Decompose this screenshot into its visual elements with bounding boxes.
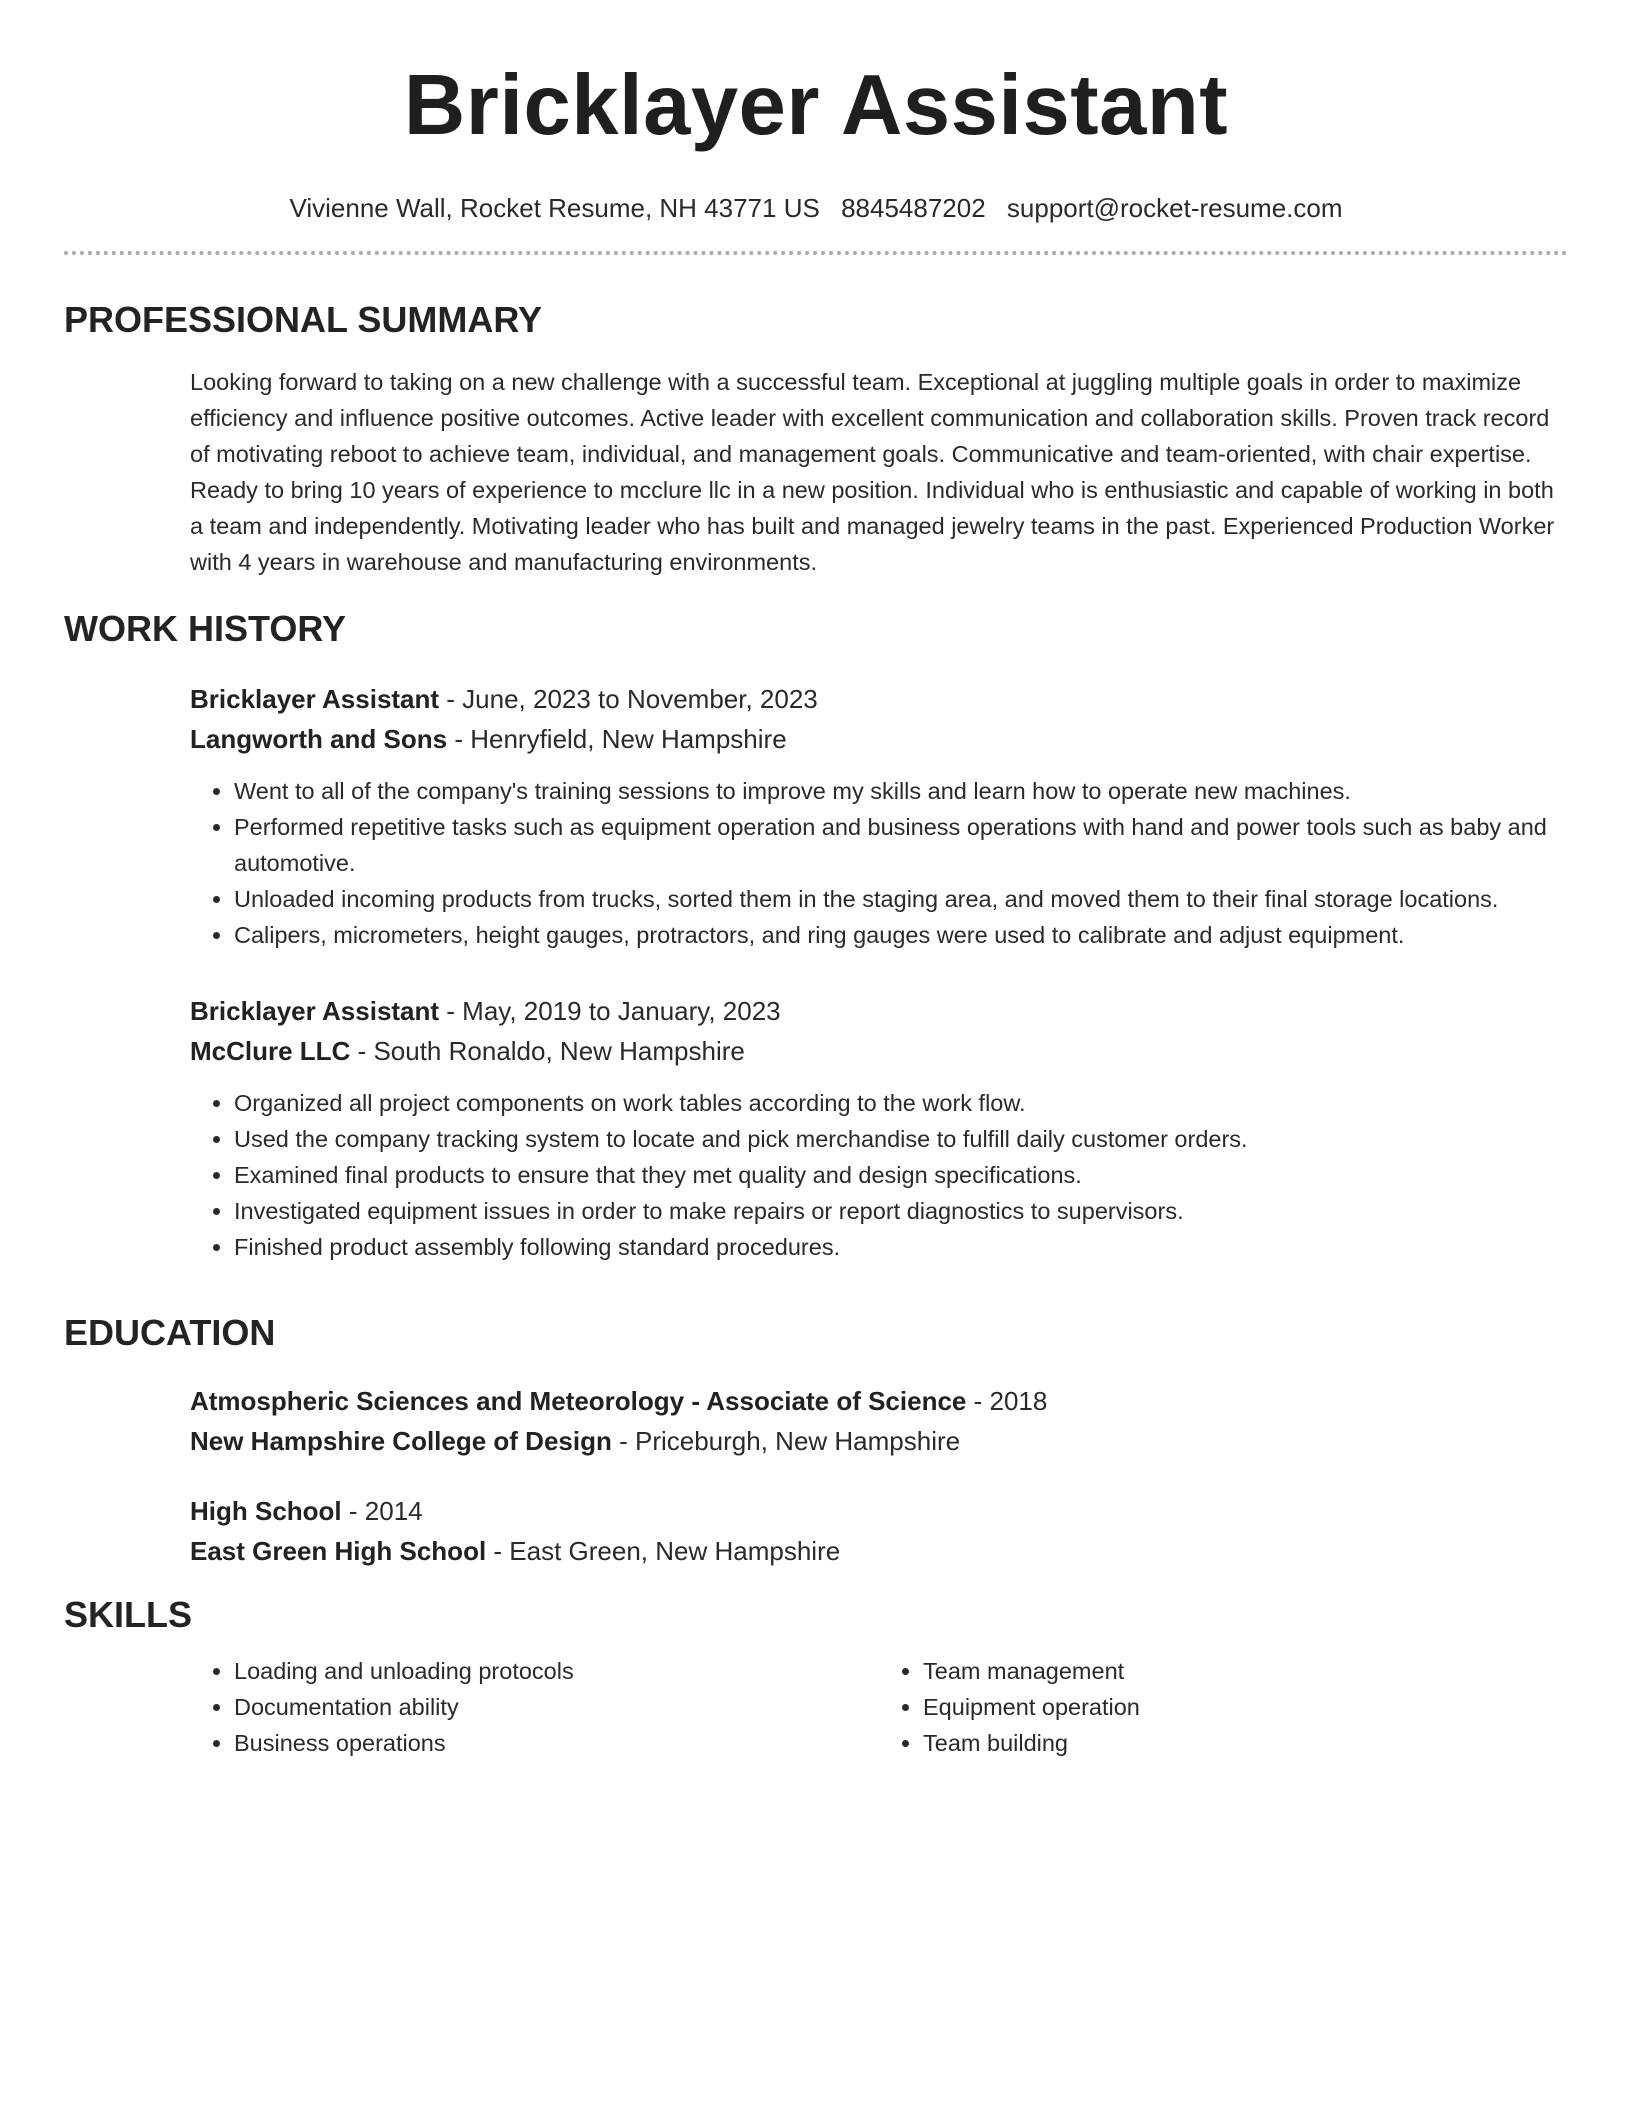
page-title: Bricklayer Assistant [403, 58, 1229, 153]
list-item: • Unloaded incoming products from trucks, sorted them in the staging area, and moved them to their final storage locations. [234, 881, 1568, 917]
work-history-body [190, 679, 1568, 1265]
education-year: - 2014 [341, 1496, 423, 1526]
job-location: - South Ronaldo, New Hampshire [350, 1036, 745, 1066]
education-degree: High School [190, 1496, 342, 1526]
section-title-summary: PROFESSIONAL SUMMARY [64, 299, 543, 340]
job-dates: - June, 2023 to November, 2023 [439, 684, 818, 714]
education-location: - Priceburgh, New Hampshire [611, 1426, 961, 1456]
summary-body [190, 364, 1568, 580]
contact-email: support@rocket-resume.com [1006, 193, 1343, 223]
header-divider [64, 251, 1568, 255]
skills-list-right [879, 1653, 1568, 1761]
summary-section [64, 298, 1568, 580]
list-item: • Equipment operation [923, 1689, 1568, 1725]
job-title-line [190, 991, 1568, 1031]
education-location: - East Green, New Hampshire [486, 1536, 841, 1566]
list-item: • Went to all of the company's training sessions to improve my skills and learn how to operate new machines. [234, 773, 1568, 809]
education-entry [190, 1491, 1568, 1571]
contact-line [0, 192, 1632, 224]
education-school-line [190, 1421, 1568, 1461]
job-company-line [190, 719, 1568, 759]
contact-address: Vivienne Wall, Rocket Resume, NH 43771 US [289, 193, 820, 223]
job-role: Bricklayer Assistant [190, 684, 440, 714]
list-item: • Documentation ability [234, 1689, 879, 1725]
skills-body [190, 1653, 1568, 1761]
list-item: • Business operations [234, 1725, 879, 1761]
job-title-line [190, 679, 1568, 719]
list-item: • Loading and unloading protocols [234, 1653, 879, 1689]
education-body [190, 1381, 1568, 1571]
job-bullets [190, 1085, 1568, 1265]
job-entry [190, 679, 1568, 953]
education-degree: Atmospheric Sciences and Meteorology - Associate of Science [190, 1386, 967, 1416]
education-degree-line [190, 1381, 1568, 1421]
summary-text: Looking forward to taking on a new challenge with a successful team. Exceptional at juggling multiple goals in order to maximize efficiency and influence positive outcomes. Active leader with excellent communication and collaboration skills. Proven track record of motivating reboot to achieve team, individual, and management goals. Communicative and team-oriented, with chair expertise. Ready to bring 10 years of experience to mcclure llc in a new position. Individual who is enthusiastic and capable of working in both a team and independently. Motivating leader who has built and managed jewelry teams in the past. Experienced Production Worker with 4 years in warehouse and manufacturing environments. [190, 369, 1555, 575]
list-item: • Examined final products to ensure that they met quality and design specifications. [234, 1157, 1568, 1193]
job-company-line [190, 1031, 1568, 1071]
education-school: New Hampshire College of Design [190, 1426, 612, 1456]
education-school-line [190, 1531, 1568, 1571]
job-company: McClure LLC [190, 1036, 351, 1066]
list-item: • Investigated equipment issues in order to make repairs or report diagnostics to supervisors. [234, 1193, 1568, 1229]
list-item: • Calipers, micrometers, height gauges, protractors, and ring gauges were used to calibrate and adjust equipment. [234, 917, 1568, 953]
list-item: • Performed repetitive tasks such as equipment operation and business operations with hand and power tools such as baby and automotive. [234, 809, 1568, 881]
list-item: • Finished product assembly following standard procedures. [234, 1229, 1568, 1265]
education-school: East Green High School [190, 1536, 487, 1566]
list-item: • Organized all project components on work tables according to the work flow. [234, 1085, 1568, 1121]
education-year: - 2018 [966, 1386, 1048, 1416]
list-item: • Team management [923, 1653, 1568, 1689]
skills-section [64, 1593, 1568, 1761]
resume-header [0, 0, 1632, 224]
list-item: • Used the company tracking system to locate and pick merchandise to fulfill daily customer orders. [234, 1121, 1568, 1157]
job-company: Langworth and Sons [190, 724, 448, 754]
section-title-work-history: WORK HISTORY [64, 608, 347, 649]
job-location: - Henryfield, New Hampshire [447, 724, 787, 754]
section-title-education: EDUCATION [64, 1312, 276, 1353]
job-role: Bricklayer Assistant [190, 996, 440, 1026]
skills-list-left [190, 1653, 879, 1761]
list-item: • Team building [923, 1725, 1568, 1761]
job-bullets [190, 773, 1568, 953]
education-entry [190, 1381, 1568, 1461]
job-dates: - May, 2019 to January, 2023 [439, 996, 781, 1026]
work-history-section [64, 607, 1568, 1265]
education-degree-line [190, 1491, 1568, 1531]
job-entry [190, 991, 1568, 1265]
section-title-skills: SKILLS [64, 1594, 193, 1635]
education-section [64, 1311, 1568, 1571]
contact-phone: 8845487202 [841, 193, 986, 223]
